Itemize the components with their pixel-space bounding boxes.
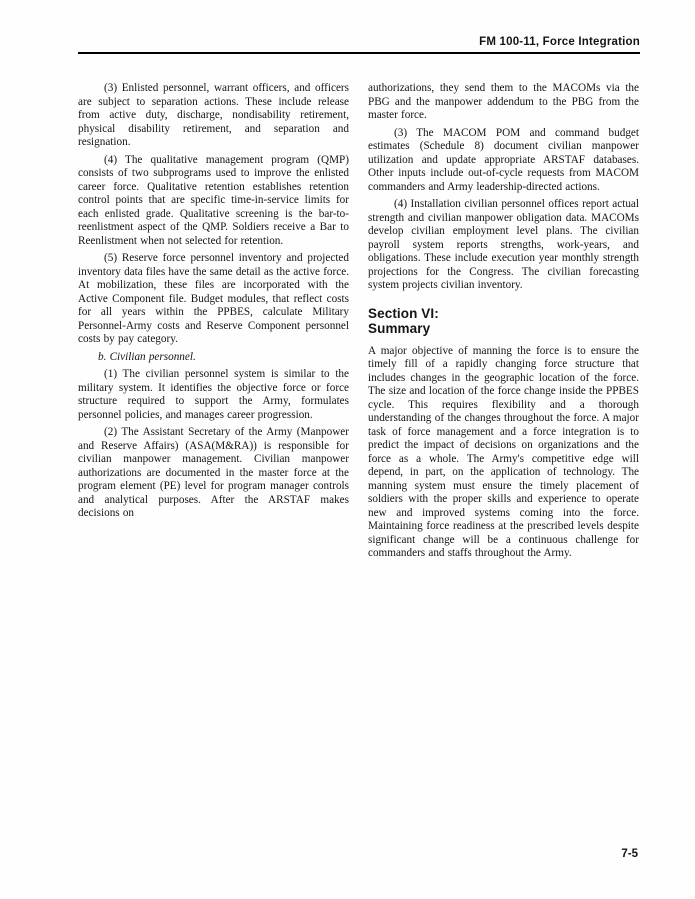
paragraph-summary: A major objective of manning the force is to ensure the timely fill of a rapidly changing force structure that includes changes in the geographic location of the force. The size and location of the force change inside the PPBES cycle. This requires flexibility and a thorough understanding of the changes throughout the force. A major task of force management and a force integration is to predict the impact of decisions on organizations and the force as a whole. The Army's competitive edge will depend, in part, on the application of technology. The manning system must ensure the timely placement of soldiers with the proper skills and experience to operate new and improved systems coming into the force. Maintaining force readiness at the prescribed levels despite significant change will be a continuous challenge for commanders and staffs throughout the Army. (368, 344, 639, 559)
paragraph-continuation-authorizations: authorizations, they send them to the MACOMs via the PBG and the manpower addendum to the PBG from the master force. (368, 82, 639, 121)
paragraph-macom-pom: (3) The MACOM POM and command budget estimates (Schedule 8) document civilian manpower utilization and update appropriate ARSTAF databases. Other inputs include out-of-cycle requests from MACOM commanders and Army leadership-directed actions. (368, 126, 639, 193)
section-heading-line2: Summary (368, 321, 431, 336)
page-header (78, 36, 640, 54)
section-heading-line1: Section VI: (368, 305, 439, 321)
paragraph-civilian-system: (1) The civilian personnel system is similar to the military system. It identifies the objective force or force structure required to support the Army, formulates personnel policies, and manages career progression. (78, 368, 349, 421)
subheading-civilian-personnel: b. Civilian personnel. (98, 350, 196, 363)
section-heading (368, 306, 639, 337)
two-column-body (78, 82, 640, 565)
paragraph-enlisted-separation: (3) Enlisted personnel, warrant officers, and officers are subject to separation actions. These include release from active duty, discharge, nondisability retirement, physical disability retirement, and separation and resignation. (78, 82, 349, 148)
paragraph-reserve-inventory: (5) Reserve force personnel inventory and projected inventory data files have the same detail as the active force. At mobilization, these files are incorporated with the Active Component file. Budget modules, that reflect costs for all years within the PPBES, calculate Military Personnel-Army costs and Reserve Component personnel costs by pay category. (78, 252, 349, 345)
running-head-title: FM 100-11, Force Integration (479, 36, 640, 48)
right-column (368, 82, 639, 565)
header-rule (78, 52, 640, 54)
paragraph-asa-mra: (2) The Assistant Secretary of the Army (Manpower and Reserve Affairs) (ASA(M&RA)) is responsible for civilian manpower management. Civilian manpower authorizations are documented in the master force at the program element (PE) level for program manager controls and analytical purposes. After the ARSTAF makes decisions on (78, 426, 349, 519)
paragraph-qmp: (4) The qualitative management program (QMP) consists of two subprograms used to improve the enlisted career force. Qualitative retention establishes retention control points that are specific time-in-service limits for each enlisted grade. Qualitative screening is the bar-to-reenlistment aspect of the QMP. Soldiers receive a Bar to Reenlistment when not selected for retention. (78, 153, 349, 247)
paragraph-installation-offices: (4) Installation civilian personnel offices report actual strength and civilian manpower obligation data. MACOMs develop civilian employment level plans. The civilian payroll system reports strengths, work-years, and obligations. These include execution year monthly strength projections for the Congress. The civilian forecasting system projects civilian inventory. (368, 198, 639, 291)
page-number: 7-5 (621, 848, 638, 860)
left-column (78, 82, 349, 565)
page-footer (621, 848, 638, 860)
